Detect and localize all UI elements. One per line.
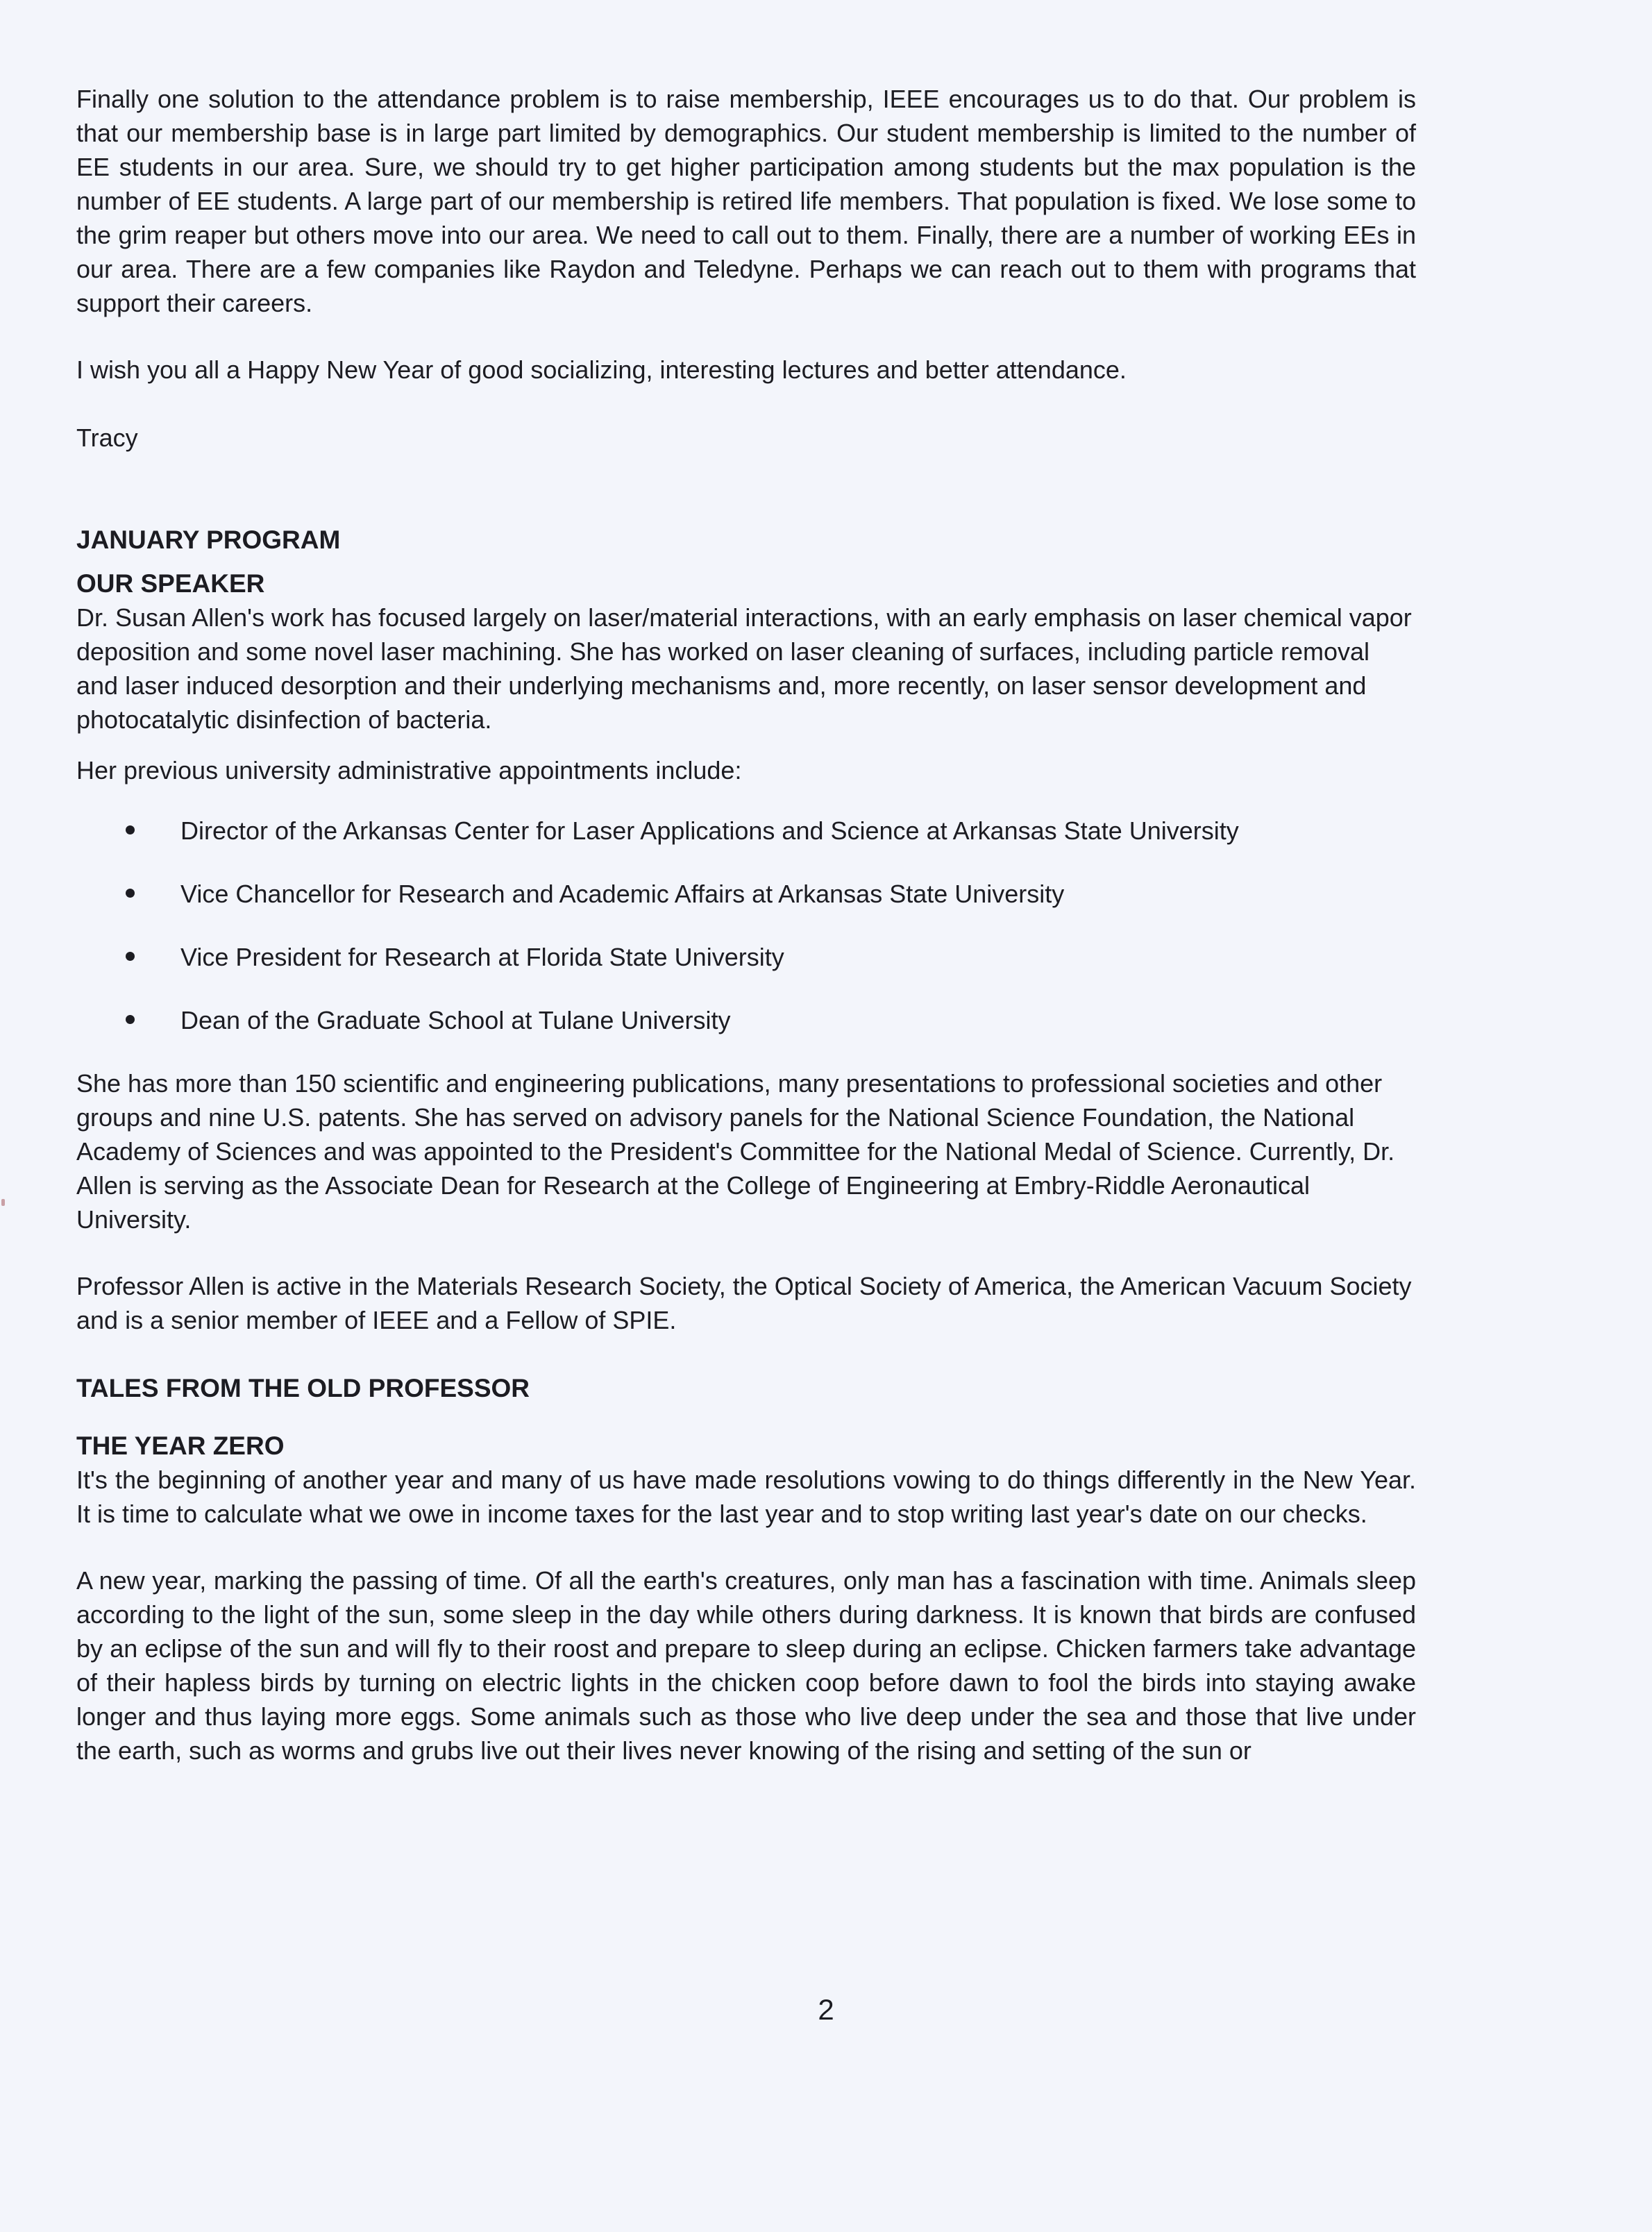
tales-paragraph-1: It's the beginning of another year and many of us have made resolutions vowing to do things differently in the New Year. It is time to calculate what we owe in income taxes for the last year and to stop writing last year's date on our checks. — [76, 1466, 1416, 1528]
appointment-text: Dean of the Graduate School at Tulane University — [180, 1006, 731, 1034]
january-program-heading: JANUARY PROGRAM — [76, 526, 341, 554]
bullet-icon — [126, 1015, 135, 1024]
bullet-icon — [126, 889, 135, 898]
appointment-text: Vice Chancellor for Research and Academic Affairs at Arkansas State University — [180, 880, 1065, 908]
tales-paragraph-2: A new year, marking the passing of time. Of all the earth's creatures, only man has a fascination with time. Animals sleep according to the light of the sun, some sleep in the day while others during darkness. It is known that birds are confused by an eclipse of the sun and will fly to their roost and prepare to sleep during an eclipse. Chicken farmers take advantage of their hapless birds by turning on electric lights in the chicken coop before dawn to fool the birds into staying awake longer and thus laying more eggs. Some animals such as those who live deep under the sea and those that live under the earth, such as worms and grubs live out their lives never knowing of the rising and setting of the sun or — [76, 1566, 1416, 1765]
appointments-intro: Her previous university administrative appointments include: — [76, 756, 742, 784]
list-item — [76, 814, 1416, 848]
page-number: 2 — [818, 1993, 834, 2026]
bullet-icon — [126, 825, 135, 834]
appointment-text: Vice President for Research at Florida State University — [180, 943, 784, 971]
appointments-list — [76, 814, 1416, 1037]
our-speaker-heading: OUR SPEAKER — [76, 569, 265, 598]
scan-speck — [1, 1199, 5, 1206]
appointment-text: Director of the Arkansas Center for Laser Applications and Science at Arkansas State University — [180, 816, 1239, 845]
speaker-bio: Dr. Susan Allen's work has focused largely on laser/material interactions, with an early emphasis on laser chemical vapor deposition and some novel laser machining. She has worked on laser cleaning of surfaces, including particle removal and laser induced desorption and their underlying mechanisms and, more recently, on laser sensor development and photocatalytic disinfection of bacteria. — [76, 603, 1412, 734]
signature: Tracy — [76, 423, 138, 452]
list-item — [76, 1003, 1416, 1037]
list-item — [76, 940, 1416, 974]
bullet-icon — [126, 952, 135, 961]
intro-paragraph: Finally one solution to the attendance problem is to raise membership, IEEE encourages us to do that. Our problem is that our membership base is in large part limited by demographics. Our student membership is limited to the number of EE students in our area. Sure, we should try to get higher participation among students but the max population is the number of EE students. A large part of our membership is retired life members. That population is fixed. We lose some to the grim reaper but others move into our area. We need to call out to them. Finally, there are a number of working EEs in our area. There are a few companies like Raydon and Teledyne. Perhaps we can reach out to them with programs that support their careers. — [76, 85, 1416, 317]
list-item — [76, 877, 1416, 911]
year-zero-heading: THE YEAR ZERO — [76, 1432, 285, 1460]
new-year-wish: I wish you all a Happy New Year of good socializing, interesting lectures and better attendance. — [76, 355, 1127, 384]
publications-paragraph: She has more than 150 scientific and engineering publications, many presentations to professional societies and other groups and nine U.S. patents. She has served on advisory panels for the National Science Foundation, the National Academy of Sciences and was appointed to the President's Committee for the National Medal of Science. Currently, Dr. Allen is serving as the Associate Dean for Research at the College of Engineering at Embry-Riddle Aeronautical University. — [76, 1069, 1395, 1234]
page-content — [76, 82, 1416, 1768]
tales-heading: TALES FROM THE OLD PROFESSOR — [76, 1374, 530, 1402]
societies-paragraph: Professor Allen is active in the Materials Research Society, the Optical Society of America, the American Vacuum Society and is a senior member of IEEE and a Fellow of SPIE. — [76, 1272, 1412, 1334]
